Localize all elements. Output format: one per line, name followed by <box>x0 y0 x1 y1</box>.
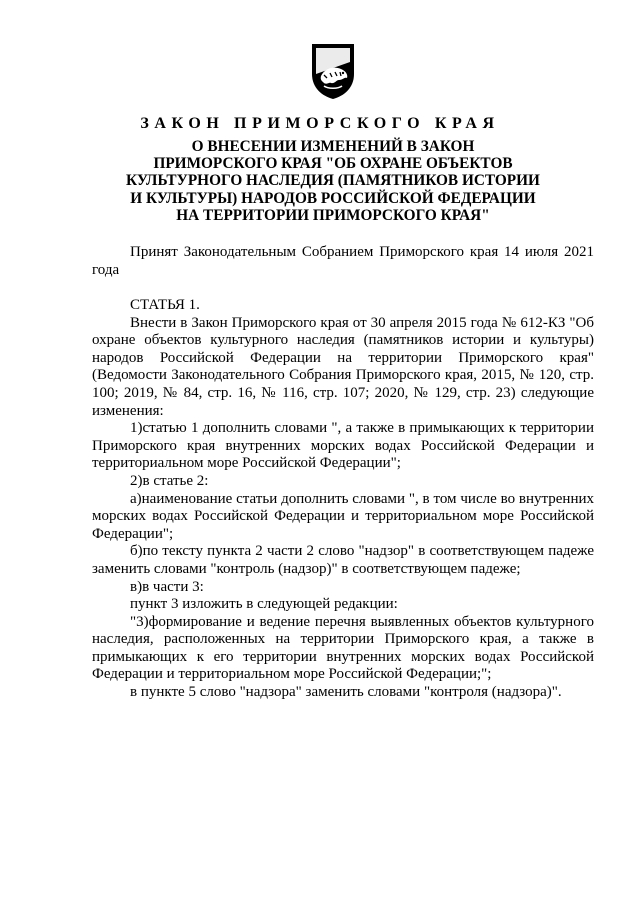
adoption-text: Принят Законодательным Собранием Приморского края 14 июля 2021 года <box>92 244 594 278</box>
law-title-line: НА ТЕРРИТОРИИ ПРИМОРСКОГО КРАЯ" <box>176 206 490 224</box>
law-title-line: ПРИМОРСКОГО КРАЯ "ОБ ОХРАНЕ ОБЪЕКТОВ <box>153 155 513 173</box>
law-title-line: КУЛЬТУРНОГО НАСЛЕДИЯ (ПАМЯТНИКОВ ИСТОРИИ <box>126 172 540 190</box>
law-title-line: И КУЛЬТУРЫ) НАРОДОВ РОССИЙСКОЙ ФЕДЕРАЦИИ <box>130 189 536 207</box>
paragraph: 1)статью 1 дополнить словами ", а также в примыкающих к территории Приморского края внутренних морских водах Российской Федерации и территориальном море Российской Федерации"; <box>92 420 594 472</box>
paragraph: б)по тексту пункта 2 части 2 слово "надзор" в соответствующем падеже заменить словами "контроль (надзор)" в соответствующем падеже; <box>92 543 594 577</box>
law-title <box>100 138 566 224</box>
paragraph: 2)в статье 2: <box>130 472 209 489</box>
paragraph: в пункте 5 слово "надзора" заменить словами "контроля (надзора)". <box>130 684 562 701</box>
article-heading: СТАТЬЯ 1. <box>130 297 200 313</box>
paragraph: Внести в Закон Приморского края от 30 апреля 2015 года № 612-КЗ "Об охране объектов культурного наследия (памятников истории и культуры) народов Российской Федерации на территории Приморского края" (Ведомости Законодательного Собрания Приморского края, 2015, № 120, стр. 100; 2019, № 84, стр. 16, № 116, стр. 107; 2020, № 129, стр. 23) следующие изменения: <box>92 314 594 419</box>
adoption-note <box>92 244 594 279</box>
paragraph: а)наименование статьи дополнить словами ", в том числе во внутренних морских водах Российской Федерации и территориальном море Российской Федерации"; <box>92 490 594 542</box>
paragraph: в)в части 3: <box>130 578 204 595</box>
paragraph: "3)формирование и ведение перечня выявленных объектов культурного наследия, расположенных на территории Приморского края, а также в примыкающих к его территории внутренних морских водах Российской Федерации и территориальном море Российской Федерации;"; <box>92 613 594 683</box>
article-1 <box>92 297 594 702</box>
paragraph: пункт 3 изложить в следующей редакции: <box>130 596 398 613</box>
law-heading: ЗАКОН ПРИМОРСКОГО КРАЯ <box>140 115 500 132</box>
coat-of-arms-icon <box>310 42 356 100</box>
law-title-line: О ВНЕСЕНИИ ИЗМЕНЕНИЙ В ЗАКОН <box>191 138 475 155</box>
